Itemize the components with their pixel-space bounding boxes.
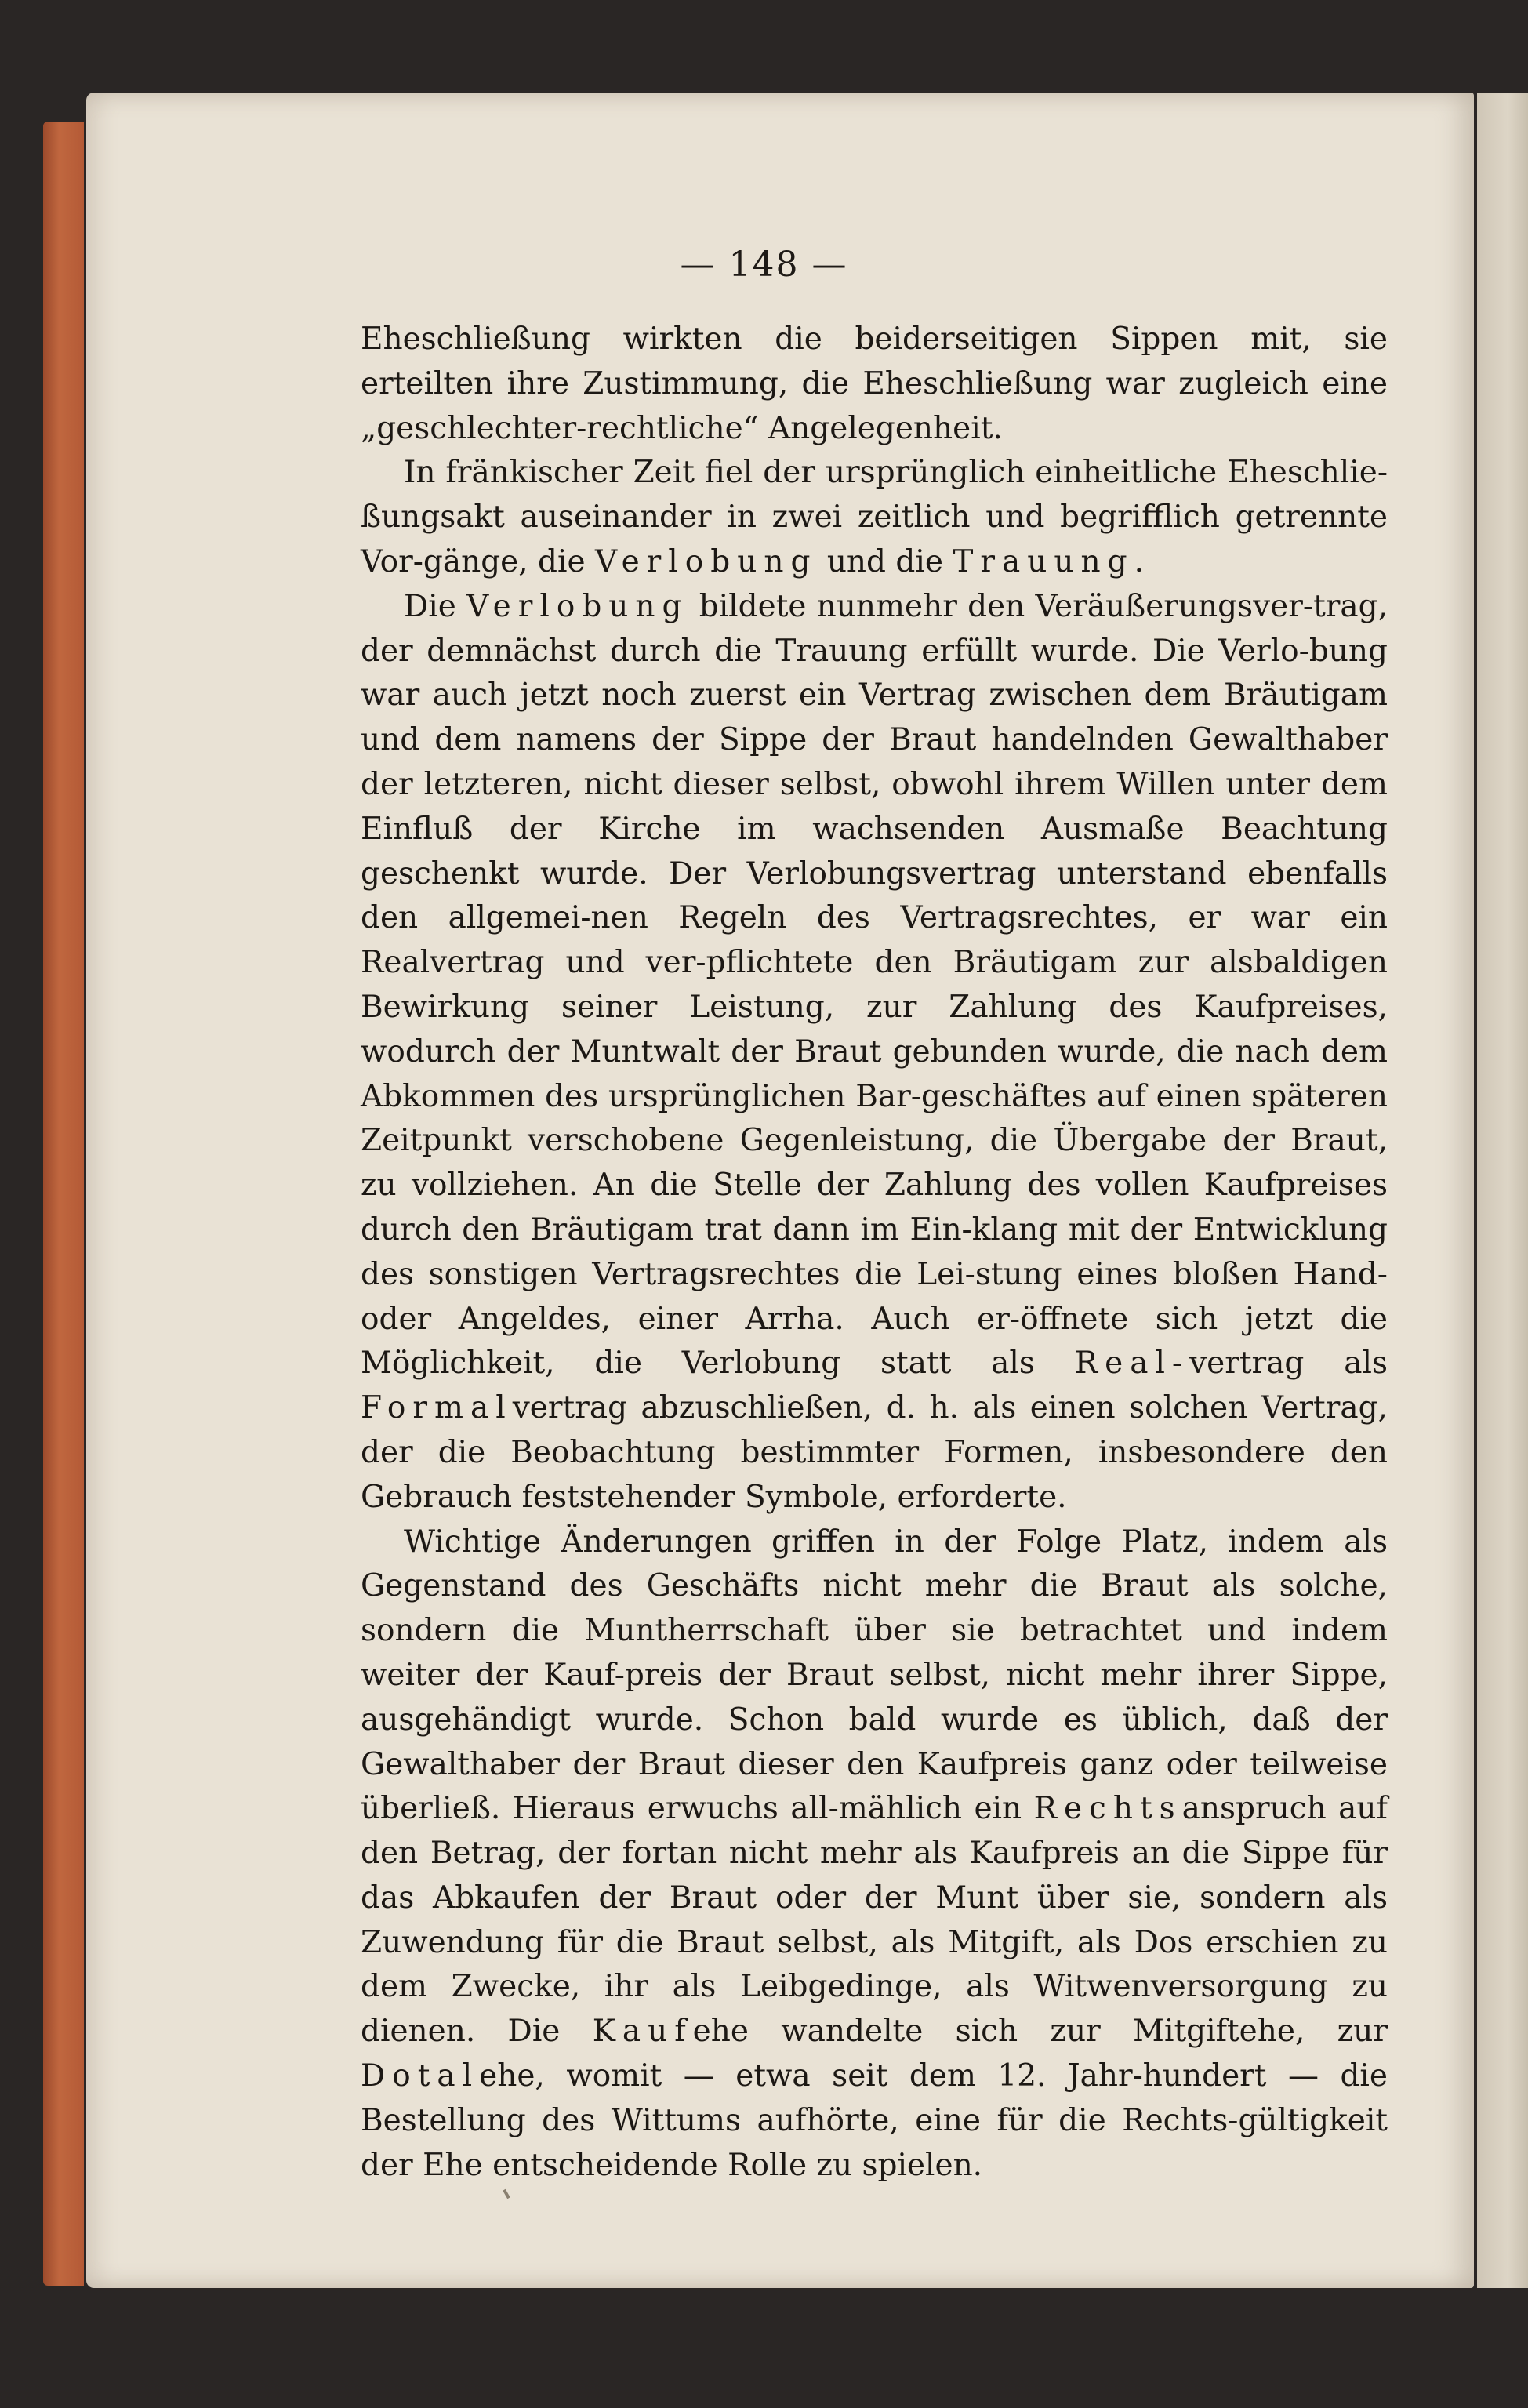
paragraph-text: Eheschließung wirkten die beiderseitigen Sippen mit, sie erteilten ihre Zustimmung, die Eheschließung war zugleich eine „geschlechter-rechtliche“ Angelegenheit. [361, 321, 1388, 446]
paragraph-text: Die [404, 588, 467, 624]
paragraph [361, 1520, 1388, 2188]
paragraph-text: vertrag als [1189, 1346, 1388, 1382]
page-number: — 148 — [680, 245, 848, 285]
paragraph-text: In fränkischer Zeit fiel der ursprünglich einheitliche Eheschlie-ßungsakt auseinander in zwei zeitlich und begrifflich getrennte Vor-gänge, die [361, 455, 1388, 579]
paragraph [361, 318, 1388, 451]
emphasized-text: Dotal [361, 2058, 480, 2094]
paragraph [361, 451, 1388, 584]
book-cover-edge [43, 122, 84, 2286]
emphasized-text: Verlobung [466, 588, 689, 624]
emphasized-text: Kauf [592, 2014, 693, 2050]
next-page-edge [1477, 93, 1528, 2288]
paragraph [361, 585, 1388, 1520]
paragraph-text: vertrag abzuschließen, d. h. als einen solchen Vertrag, der die Beobachtung bestimmter Formen, insbesondere den Gebrauch feststehender Symbole, erforderte. [361, 1390, 1388, 1515]
emphasized-text: Verlobung [594, 543, 818, 579]
paragraph-text: anspruch auf den Betrag, der fortan nicht mehr als Kaufpreis an die Sippe für das Abkaufen der Braut oder der Munt über sie, sondern als Zuwendung für die Braut selbst, als Mitgift, als Dos erschien zu dem Zwecke, ihr als Leibgedinge, als Witwenversorgung zu dienen. Die [361, 1791, 1388, 2050]
emphasized-text: Formal [361, 1390, 513, 1426]
emphasized-text: Real- [1074, 1346, 1190, 1382]
paragraph-text: ehe wandelte sich zur Mitgiftehe, zur [692, 2014, 1388, 2050]
paragraph-text: und die [817, 543, 953, 579]
paragraph-text: bildete nunmehr den Veräußerungsver-trag, der demnächst durch die Trauung erfüllt wurde. Die Verlo-bung war auch jetzt noch zuerst ein Vertrag zwischen dem Bräutigam und dem namens der Sippe der Braut handelnden Gewalthaber der letzteren, nicht dieser selbst, obwohl ihrem Willen unter dem Einfluß der Kirche im wachsenden Ausmaße Beachtung geschenkt wurde. Der Verlobungsvertrag unterstand ebenfalls den allgemei-nen Regeln des Vertragsrechtes, er war ein Realvertrag und ver-pflichtete den Bräutigam zur alsbaldigen Bewirkung seiner Leistung, zur Zahlung des Kaufpreises, wodurch der Muntwalt der Braut gebunden wurde, die nach dem Abkommen des ursprünglichen Bar-geschäftes auf einen späteren Zeitpunkt verschobene Gegenleistung, die Übergabe der Braut, zu vollziehen. An die Stelle der Zahlung des vollen Kaufpreises durch den Bräutigam trat dann im Ein-klang mit der Entwicklung des sonstigen Vertragsrechtes die Lei-stung eines bloßen Hand- oder Angeldes, einer Arrha. Auch er-öffnete sich jetzt die Möglichkeit, die Verlobung statt als [361, 588, 1388, 1382]
emphasized-text: Trauung [953, 543, 1134, 579]
paragraph-text: ehe, womit — etwa seit dem 12. Jahr-hundert — die Bestellung des Wittums aufhörte, eine für die Rechts-gültigkeit der Ehe entscheidende Rolle zu spielen. [361, 2058, 1388, 2183]
emphasized-text: Rechts [1033, 1791, 1182, 1827]
paragraph-text: Wichtige Änderungen griffen in der Folge Platz, indem als Gegenstand des Geschäfts nicht mehr die Braut als solche, sondern die Muntherrschaft über sie betrachtet und indem weiter der Kauf-preis der Braut selbst, nicht mehr ihrer Sippe, ausgehändigt wurde. Schon bald wurde es üblich, daß der Gewalthaber der Braut dieser den Kaufpreis ganz oder teilweise überließ. Hieraus erwuchs all-mählich ein [361, 1524, 1388, 1827]
paragraph-text: . [1134, 543, 1144, 579]
body-text [361, 318, 1388, 2188]
